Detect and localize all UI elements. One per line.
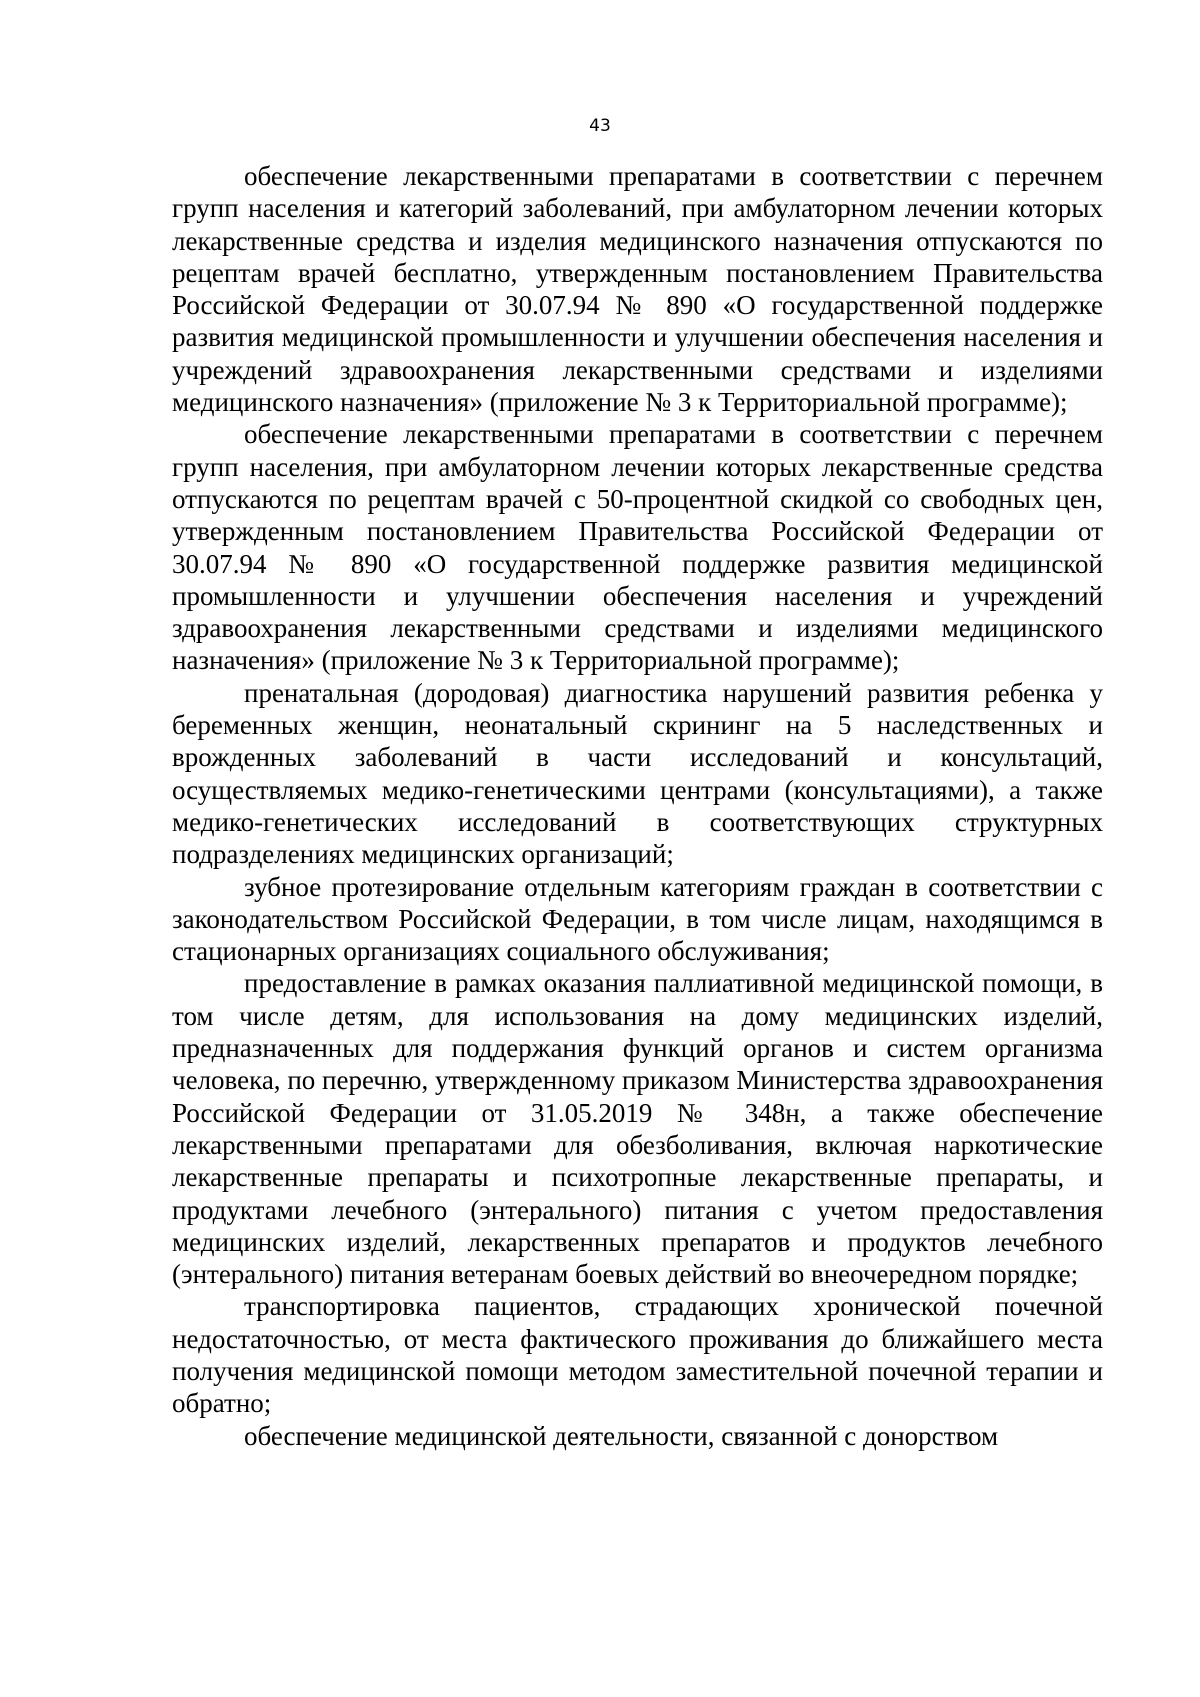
paragraph-palliative-care: предоставление в рамках оказания паллиативной медицинской помощи, в том числе детям, для использования на дому медицинских изделий, предназначенных для поддержания функций органов и систем организма человека, по перечню, утвержденному приказом Министерства здравоохранения Российской Федерации от 31.05.2019 № 348н, а также обеспечение лекарственными препаратами для обезболивания, включая наркотические лекарственные препараты и психотропные лекарственные препараты, и продуктами лечебного (энтерального) питания с учетом предоставления медицинских изделий, лекарственных препаратов и продуктов лечебного (энтерального) питания ветеранам боевых действий во внеочередном порядке; xyxy=(172,968,1103,1290)
paragraph-donation: обеспечение медицинской деятельности, связанной с донорством xyxy=(244,1420,999,1451)
paragraph-free-medicines: обеспечение лекарственными препаратами в соответствии с перечнем групп населения и категорий заболеваний, при амбулаторном лечении которых лекарственные средства и изделия медицинского назначения отпускаются по рецептам врачей бесплатно, утвержденным постановлением Правительства Российской Федерации от 30.07.94 № 890 «О государственной поддержке развития медицинской промышленности и улучшении обеспечения населения и учреждений здравоохранения лекарственными средствами и изделиями медицинского назначения» (приложение № 3 к Территориальной программе); xyxy=(172,161,1103,418)
paragraph-dialysis-transport: транспортировка пациентов, страдающих хронической почечной недостаточностью, от места фактического проживания до ближайшего места получения медицинской помощи методом заместительной почечной терапии и обратно; xyxy=(172,1291,1103,1419)
paragraph-discount-medicines: обеспечение лекарственными препаратами в соответствии с перечнем групп населения, при амбулаторном лечении которых лекарственные средства отпускаются по рецептам врачей с 50-процентной скидкой со свободных цен, утвержденным постановлением Правительства Российской Федерации от 30.07.94 № 890 «О государственной поддержке развития медицинской промышленности и улучшении обеспечения населения и учреждений здравоохранения лекарственными средствами и изделиями медицинского назначения» (приложение № 3 к Территориальной программе); xyxy=(172,419,1103,676)
page-number: 43 xyxy=(589,116,611,136)
document-body xyxy=(172,160,1103,1452)
paragraph-prenatal-diagnostics: пренатальная (дородовая) диагностика нарушений развития ребенка у беременных женщин, неонатальный скрининг на 5 наследственных и врожденных заболеваний в части исследований и консультаций, осуществляемых медико-генетическими центрами (консультациями), а также медико-генетических исследований в соответствующих структурных подразделениях медицинских организаций; xyxy=(172,677,1103,870)
paragraph-dental-prosthetics: зубное протезирование отдельным категориям граждан в соответствии с законодательством Российской Федерации, в том числе лицам, находящимся в стационарных организациях социального обслуживания; xyxy=(172,871,1103,967)
